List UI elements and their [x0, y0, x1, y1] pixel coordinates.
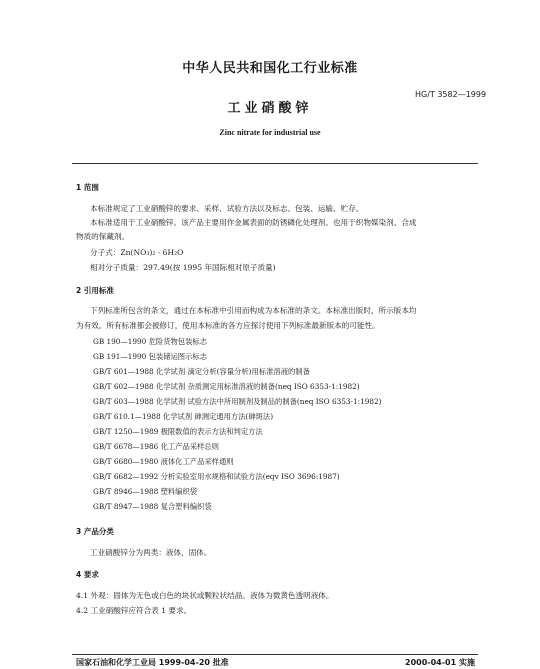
reference-item: GB/T 8947—1988 复合塑料编织袋 — [93, 502, 212, 511]
reference-item: GB/T 8946—1988 塑料编织袋 — [93, 487, 198, 496]
section-2-heading: 2 引用标准 — [76, 286, 114, 295]
section-1-paragraph-2: 本标准适用于工业硝酸锌。该产品主要用作金属表面的防锈磷化处理剂、也用于织物媒染剂、合成 — [90, 218, 417, 227]
section-1-heading: 1 范围 — [76, 183, 99, 192]
document-title: 工业硝酸锌 — [227, 101, 313, 116]
section-4-heading: 4 要求 — [76, 570, 99, 579]
section-3-paragraph: 工业硝酸锌分为两类：液体，固体。 — [90, 548, 212, 557]
molecular-mass: 相对分子质量：297.49(按 1995 年国际相对原子质量) — [90, 263, 276, 272]
header-divider — [72, 163, 478, 164]
reference-item: GB 190—1990 危险货物包装标志 — [93, 337, 207, 346]
section-3-heading: 3 产品分类 — [76, 527, 114, 536]
section-1-paragraph-1: 本标准规定了工业硝酸锌的要求、采样、试验方法以及标志、包装、运输、贮存。 — [90, 204, 364, 213]
section-4-item-2: 4.2 工业硝酸锌应符合表 1 要求。 — [76, 606, 192, 615]
reference-item: GB/T 602—1988 化学试剂 杂质测定用标准溶液的制备(neq ISO 6353-1:1982) — [93, 382, 360, 391]
reference-item: GB/T 601—1988 化学试剂 滴定分析(容量分析)用标准溶液的制备 — [93, 367, 310, 376]
standard-code: HG/T 3582—1999 — [415, 90, 487, 99]
reference-item: GB 191—1990 包装储运图示标志 — [93, 352, 207, 361]
section-4-item-1: 4.1 外观：固体为无色或白色的块状或颗粒状结晶。液体为微黄色透明液体。 — [76, 591, 334, 600]
molecular-formula: 分子式：Zn(NO₃)₂ · 6H₂O — [90, 248, 184, 257]
document-title-english: Zinc nitrate for industrial use — [219, 128, 321, 137]
section-2-paragraph: 下列标准所包含的条文，通过在本标准中引用而构成为本标准的条文。本标准出版时，所示版本均 — [90, 306, 417, 315]
implementation-date: 2000-04-01 实施 — [405, 658, 475, 667]
reference-item: GB/T 1250—1989 极限数值的表示方法和判定方法 — [93, 427, 263, 436]
reference-item: GB/T 610.1—1988 化学试剂 砷测定通用方法(砷斑法) — [93, 412, 274, 421]
standard-category-title: 中华人民共和国化工行业标准 — [182, 61, 358, 76]
footer-divider — [72, 654, 478, 655]
reference-item: GB/T 6680—1980 液体化工产品采样通则 — [93, 457, 234, 466]
reference-item: GB/T 603—1988 化学试剂 试验方法中所用制剂及制品的制备(neq ISO 6353-1:1982) — [93, 397, 382, 406]
approval-note: 国家石油和化学工业局 1999-04-20 批准 — [76, 658, 229, 667]
reference-item: GB/T 6678—1986 化工产品采样总则 — [93, 442, 219, 451]
reference-item: GB/T 6682—1992 分析实验室用水规格和试验方法(eqv ISO 3696:1987) — [93, 472, 340, 481]
section-1-paragraph-2-cont: 物质的保藏剂。 — [76, 232, 130, 241]
section-2-paragraph-cont: 为有效。所有标准都会被修订，使用本标准的各方应探讨使用下列标准最新版本的可能性。 — [76, 321, 380, 330]
